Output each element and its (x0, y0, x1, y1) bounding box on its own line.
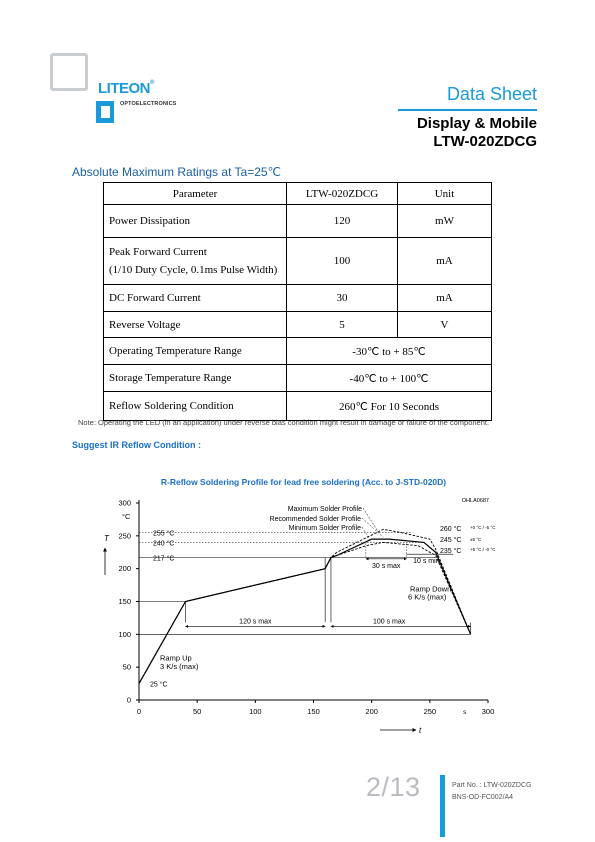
row-param-line1: Peak Forward Current (109, 246, 207, 258)
y-tick-label: 150 (118, 597, 131, 606)
level-25-label: 25 °C (150, 681, 168, 689)
x-tick-label: 200 (365, 707, 378, 716)
x-tick-label: 100 (249, 707, 262, 716)
right-label-245-tol: ±5 °C (470, 537, 482, 542)
y-tick-label: 0 (126, 695, 131, 705)
x-tick-label: 150 (307, 707, 320, 716)
duration-30-label: 30 s max (372, 562, 401, 570)
row-param: DC Forward Current (104, 285, 287, 312)
suggest-heading: Suggest IR Reflow Condition : (72, 440, 201, 450)
header-parameter: Parameter (104, 183, 287, 205)
right-label-260-tol: +0 °C / -5 °C (470, 525, 496, 530)
brand-logo-text: LITEON (98, 80, 150, 97)
x-tick-label: 250 (423, 707, 437, 716)
legend-label: Maximum Solder Profile (287, 506, 362, 513)
level-240-label: 240 °C (153, 540, 175, 548)
legend-pointer (363, 508, 377, 531)
footer-bar (440, 775, 445, 837)
row-value: 30 (287, 285, 398, 312)
legend-label: Minimum Solder Profile (288, 525, 361, 532)
x-axis-label: t (419, 726, 422, 735)
right-label-235: 235 °C (440, 548, 462, 555)
header-part: LTW-020ZDCG (287, 183, 398, 205)
duration-100-label: 100 s max (372, 618, 406, 626)
right-label-260: 260 °C (440, 526, 462, 533)
row-param: Storage Temperature Range (104, 365, 287, 392)
legend-label: Recommended Solder Profile (269, 516, 361, 523)
row-param-line2: (1/10 Duty Cycle, 0.1ms Pulse Width) (109, 264, 278, 276)
row-unit: mA (398, 238, 492, 285)
chart-title: R-Reflow Soldering Profile for lead free soldering (Acc. to J-STD-020D) (160, 477, 447, 487)
row-value: -30℃ to + 85℃ (287, 338, 492, 365)
level-255-label: 255 °C (153, 530, 175, 538)
row-unit: mW (398, 205, 492, 238)
row-value: 5 (287, 312, 398, 338)
y-tick-label: 200 (118, 564, 131, 574)
row-value: 260℃ For 10 Seconds (287, 392, 492, 421)
chart-code: OHLA0687 (461, 498, 489, 504)
y-tick-label: 50 (122, 662, 131, 672)
ramp-down-label: Ramp Down (410, 584, 452, 594)
page-number: 2/13 (366, 772, 421, 802)
row-param: Power Dissipation (104, 205, 287, 238)
doc-type-title: Data Sheet (446, 84, 537, 104)
x-unit-label: s (463, 709, 467, 716)
row-value: 120 (287, 205, 398, 238)
level-217-label: 217 °C (153, 555, 175, 563)
footer-doc-code: BNS-OD-FC002/A4 (452, 794, 514, 801)
y-tick-label: 100 (118, 629, 131, 639)
row-value: 100 (287, 238, 398, 285)
brand-logo-subtitle: OPTOELECTRONICS (120, 101, 177, 107)
ramp-up-rate-label: 3 K/s (max) (160, 662, 199, 672)
section-title: Absolute Maximum Ratings at Ta=25℃ (72, 165, 282, 179)
footer-part-number: Part No. : LTW-020ZDCG (452, 782, 532, 789)
x-tick-label: 0 (136, 707, 142, 716)
right-label-235-tol: +5 °C / -0 °C (470, 547, 496, 552)
x-tick-label: 300 (481, 707, 495, 716)
duration-120-label: 120 s max (239, 618, 272, 626)
legend-pointer (362, 527, 372, 542)
y-axis-label: T (104, 534, 109, 543)
x-tick-label: 50 (192, 707, 202, 716)
ramp-up-label: Ramp Up (160, 653, 192, 663)
row-unit: V (398, 312, 492, 338)
y-tick-label: 250 (118, 531, 131, 541)
row-param: Reverse Voltage (104, 312, 287, 338)
doc-part-number: LTW-020ZDCG (433, 133, 537, 150)
brand-logo-reg: ® (150, 80, 154, 86)
row-unit: mA (398, 285, 492, 312)
row-value: -40℃ to + 100℃ (287, 365, 492, 392)
row-param: Operating Temperature Range (104, 338, 287, 365)
right-label-245: 245 °C (440, 537, 462, 544)
row-param: Reflow Soldering Condition (104, 392, 287, 421)
note-text: Note: Operating the LED (in an application) under reverse bias condition might result in damage or failure of the component. (78, 418, 490, 427)
doc-subtitle: Display & Mobile (416, 115, 537, 132)
header-unit: Unit (398, 183, 492, 205)
duration-10-label: 10 s min (413, 558, 440, 566)
ramp-down-rate-label: 6 K/s (max) (408, 592, 447, 602)
y-unit-label: °C (122, 512, 131, 521)
y-tick-label: 300 (118, 498, 131, 508)
